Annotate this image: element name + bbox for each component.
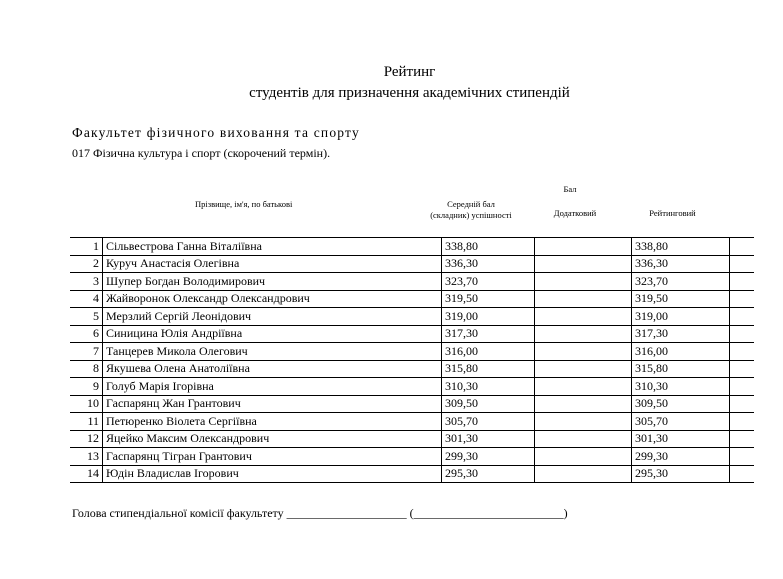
row-number: 9: [70, 378, 103, 396]
row-number: 12: [70, 430, 103, 448]
average-score: 309,50: [442, 395, 535, 413]
additional-score: [535, 465, 632, 483]
student-name: Куруч Анастасія Олегівна: [103, 255, 442, 273]
rating-score: 319,50: [632, 290, 730, 308]
row-number: 10: [70, 395, 103, 413]
header-bal: Бал: [563, 184, 577, 194]
additional-score: [535, 325, 632, 343]
student-name: Сільвестрова Ганна Віталіївна: [103, 238, 442, 256]
table-row: [70, 465, 754, 483]
header-rating: Рейтинговий: [649, 208, 696, 218]
additional-score: [535, 343, 632, 361]
row-number: 8: [70, 360, 103, 378]
student-name: Якушева Олена Анатоліївна: [103, 360, 442, 378]
table-row: [70, 378, 754, 396]
average-score: 319,00: [442, 308, 535, 326]
rating-score: 315,80: [632, 360, 730, 378]
row-number: 5: [70, 308, 103, 326]
rating-score: 295,30: [632, 465, 730, 483]
student-name: Шупер Богдан Володимирович: [103, 273, 442, 291]
rating-table: [70, 237, 754, 483]
average-score: 317,30: [442, 325, 535, 343]
row-number: 13: [70, 448, 103, 466]
table-row: [70, 430, 754, 448]
rating-score: 323,70: [632, 273, 730, 291]
average-score: 336,30: [442, 255, 535, 273]
row-number: 2: [70, 255, 103, 273]
student-name: Гаспарянц Жан Грантович: [103, 395, 442, 413]
row-spacer: [730, 308, 755, 326]
table-row: [70, 308, 754, 326]
average-score: 319,50: [442, 290, 535, 308]
row-spacer: [730, 273, 755, 291]
specialty-name: 017 Фізична культура і спорт (скорочений термін).: [72, 146, 331, 160]
average-score: 338,80: [442, 238, 535, 256]
average-score: 323,70: [442, 273, 535, 291]
row-number: 3: [70, 273, 103, 291]
rating-score: 319,00: [632, 308, 730, 326]
student-name: Юдін Владислав Ігорович: [103, 465, 442, 483]
row-number: 11: [70, 413, 103, 431]
table-row: [70, 290, 754, 308]
row-spacer: [730, 290, 755, 308]
additional-score: [535, 308, 632, 326]
student-name: Мерзлий Сергій Леонідович: [103, 308, 442, 326]
rating-score: 305,70: [632, 413, 730, 431]
rating-table-body: [70, 238, 754, 483]
student-name: Гаспарянц Тігран Грантович: [103, 448, 442, 466]
average-score: 305,70: [442, 413, 535, 431]
table-row: [70, 238, 754, 256]
row-spacer: [730, 238, 755, 256]
additional-score: [535, 255, 632, 273]
student-name: Танцерев Микола Олегович: [103, 343, 442, 361]
header-additional: Додатковий: [553, 208, 597, 218]
row-number: 14: [70, 465, 103, 483]
rating-score: 301,30: [632, 430, 730, 448]
rating-score: 310,30: [632, 378, 730, 396]
header-name: Прізвище, ім'я, по батькові: [195, 199, 293, 209]
rating-score: 299,30: [632, 448, 730, 466]
additional-score: [535, 378, 632, 396]
row-number: 4: [70, 290, 103, 308]
table-row: [70, 325, 754, 343]
row-spacer: [730, 360, 755, 378]
header-avg: Середній бал (складник) успішності: [430, 199, 512, 220]
average-score: 310,30: [442, 378, 535, 396]
document-title: Рейтинг: [383, 64, 436, 80]
student-name: Голуб Марія Ігорівна: [103, 378, 442, 396]
average-score: 295,30: [442, 465, 535, 483]
row-number: 7: [70, 343, 103, 361]
rating-score: 309,50: [632, 395, 730, 413]
rating-score: 316,00: [632, 343, 730, 361]
additional-score: [535, 360, 632, 378]
additional-score: [535, 238, 632, 256]
row-number: 6: [70, 325, 103, 343]
student-name: Синицина Юлія Андріївна: [103, 325, 442, 343]
faculty-name: Факультет фізичного виховання та спорту: [72, 125, 360, 140]
additional-score: [535, 273, 632, 291]
rating-score: 338,80: [632, 238, 730, 256]
commission-signature-line: Голова стипендіальної комісії факультету ____________________ (_________________________): [72, 506, 568, 520]
table-row: [70, 395, 754, 413]
row-spacer: [730, 343, 755, 361]
average-score: 316,00: [442, 343, 535, 361]
row-spacer: [730, 430, 755, 448]
student-name: Яцейко Максим Олександрович: [103, 430, 442, 448]
table-row: [70, 448, 754, 466]
row-spacer: [730, 395, 755, 413]
row-number: 1: [70, 238, 103, 256]
row-spacer: [730, 448, 755, 466]
table-row: [70, 413, 754, 431]
additional-score: [535, 395, 632, 413]
row-spacer: [730, 325, 755, 343]
additional-score: [535, 290, 632, 308]
average-score: 315,80: [442, 360, 535, 378]
document-subtitle: студентів для призначення академічних стипендій: [249, 85, 570, 101]
table-row: [70, 360, 754, 378]
row-spacer: [730, 465, 755, 483]
table-row: [70, 255, 754, 273]
additional-score: [535, 448, 632, 466]
table-row: [70, 273, 754, 291]
row-spacer: [730, 413, 755, 431]
rating-score: 317,30: [632, 325, 730, 343]
row-spacer: [730, 255, 755, 273]
average-score: 299,30: [442, 448, 535, 466]
student-name: Жайворонок Олександр Олександрович: [103, 290, 442, 308]
student-name: Петюренко Віолета Сергіївна: [103, 413, 442, 431]
average-score: 301,30: [442, 430, 535, 448]
rating-score: 336,30: [632, 255, 730, 273]
additional-score: [535, 430, 632, 448]
additional-score: [535, 413, 632, 431]
row-spacer: [730, 378, 755, 396]
table-row: [70, 343, 754, 361]
